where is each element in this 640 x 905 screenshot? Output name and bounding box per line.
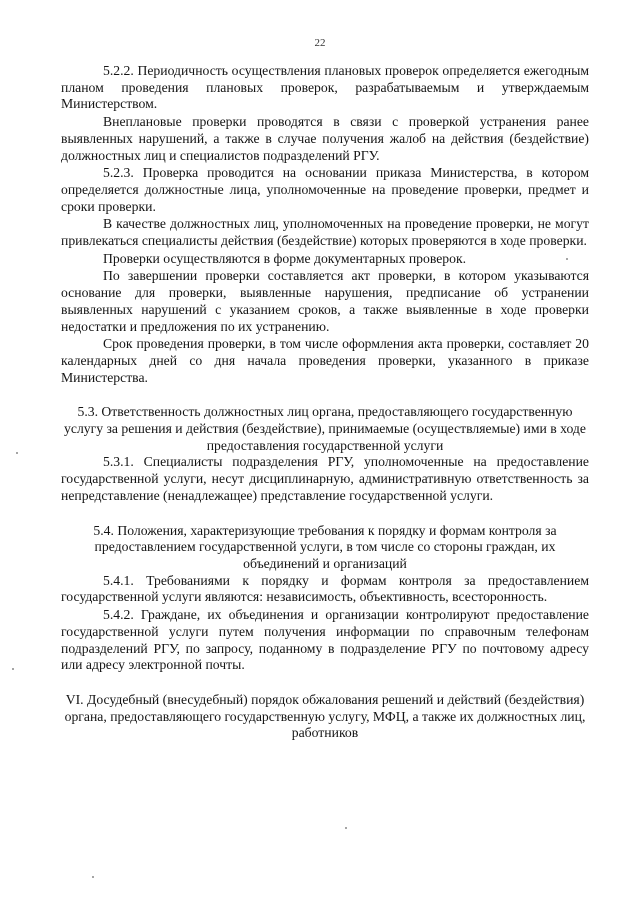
scan-speck [16,452,18,454]
section-heading-5-4: 5.4. Положения, характеризующие требования к порядку и формам контроля за предоставлением государственной услуги, в том числе со стороны граждан, их объединений и организаций [93,522,557,571]
scan-speck [92,876,94,878]
document-body [61,63,589,742]
paragraph-5-3-1: 5.3.1. Специалисты подразделения РГУ, уполномоченные на предоставление государственной услуги, несут дисциплинарную, административную ответственность за непредставление (ненадлежащее) представление государственной услуги. [61,454,589,503]
scan-speck [12,668,14,670]
scan-speck [345,827,347,829]
paragraph-check-officials: В качестве должностных лиц, уполномоченных на проведение проверки, не могут привлекаться специалисты действия (бездействие) которых проверяются в ходе проверки. [61,216,589,249]
section-heading-VI: VI. Досудебный (внесудебный) порядок обжалования решений и действий (бездействия) органа, предоставляющего государственную услугу, МФЦ, а также их должностных лиц, работников [64,691,586,741]
paragraph-5-2-3: 5.2.3. Проверка проводится на основании приказа Министерства, в котором определяется должностные лица, уполномоченные на проведение проверки, предмет и сроки проверки. [61,165,589,214]
scan-speck [566,258,568,260]
paragraph-unscheduled-checks: Внеплановые проверки проводятся в связи с проверкой устранения ранее выявленных нарушений, а также в случае получения жалоб на действия (бездействие) должностных лиц и специалистов подразделений РГУ. [61,114,589,163]
paragraph-5-4-1: 5.4.1. Требованиями к порядку и формам контроля за предоставлением государственной услуги являются: независимость, объективность, всесторонность. [61,572,589,605]
page-number: 22 [314,37,326,49]
paragraph-5-4-2: 5.4.2. Граждане, их объединения и организации контролируют предоставление государственной услуги путем получения информации по справочным телефонам подразделений РГУ, по запросу, поданному в подразделение РГУ по почтовому адресу или адресу электронной почты. [61,607,589,673]
paragraph-5-2-2: 5.2.2. Периодичность осуществления плановых проверок определяется ежегодным планом проведения плановых проверок, разрабатываемым и утверждаемым Министерством. [61,63,589,112]
paragraph-check-act: По завершении проверки составляется акт проверки, в котором указываются основание для проверки, выявленные нарушения, предписание об устранении выявленных нарушений с указанием сроков, а также выявленные в ходе проверки недостатки и предложения по их устранению. [61,268,589,334]
paragraph-documentary-checks: Проверки осуществляются в форме документарных проверок. [103,250,467,266]
section-heading-5-3: 5.3. Ответственность должностных лиц органа, предоставляющего государственную услугу за решения и действия (бездействие), принимаемые (осуществляемые) ими в ходе предоставления государственной услуги [64,404,586,453]
paragraph-check-term: Срок проведения проверки, в том числе оформления акта проверки, составляет 20 календарных дней со дня начала проведения проверки, указанного в приказе Министерства. [61,336,589,385]
